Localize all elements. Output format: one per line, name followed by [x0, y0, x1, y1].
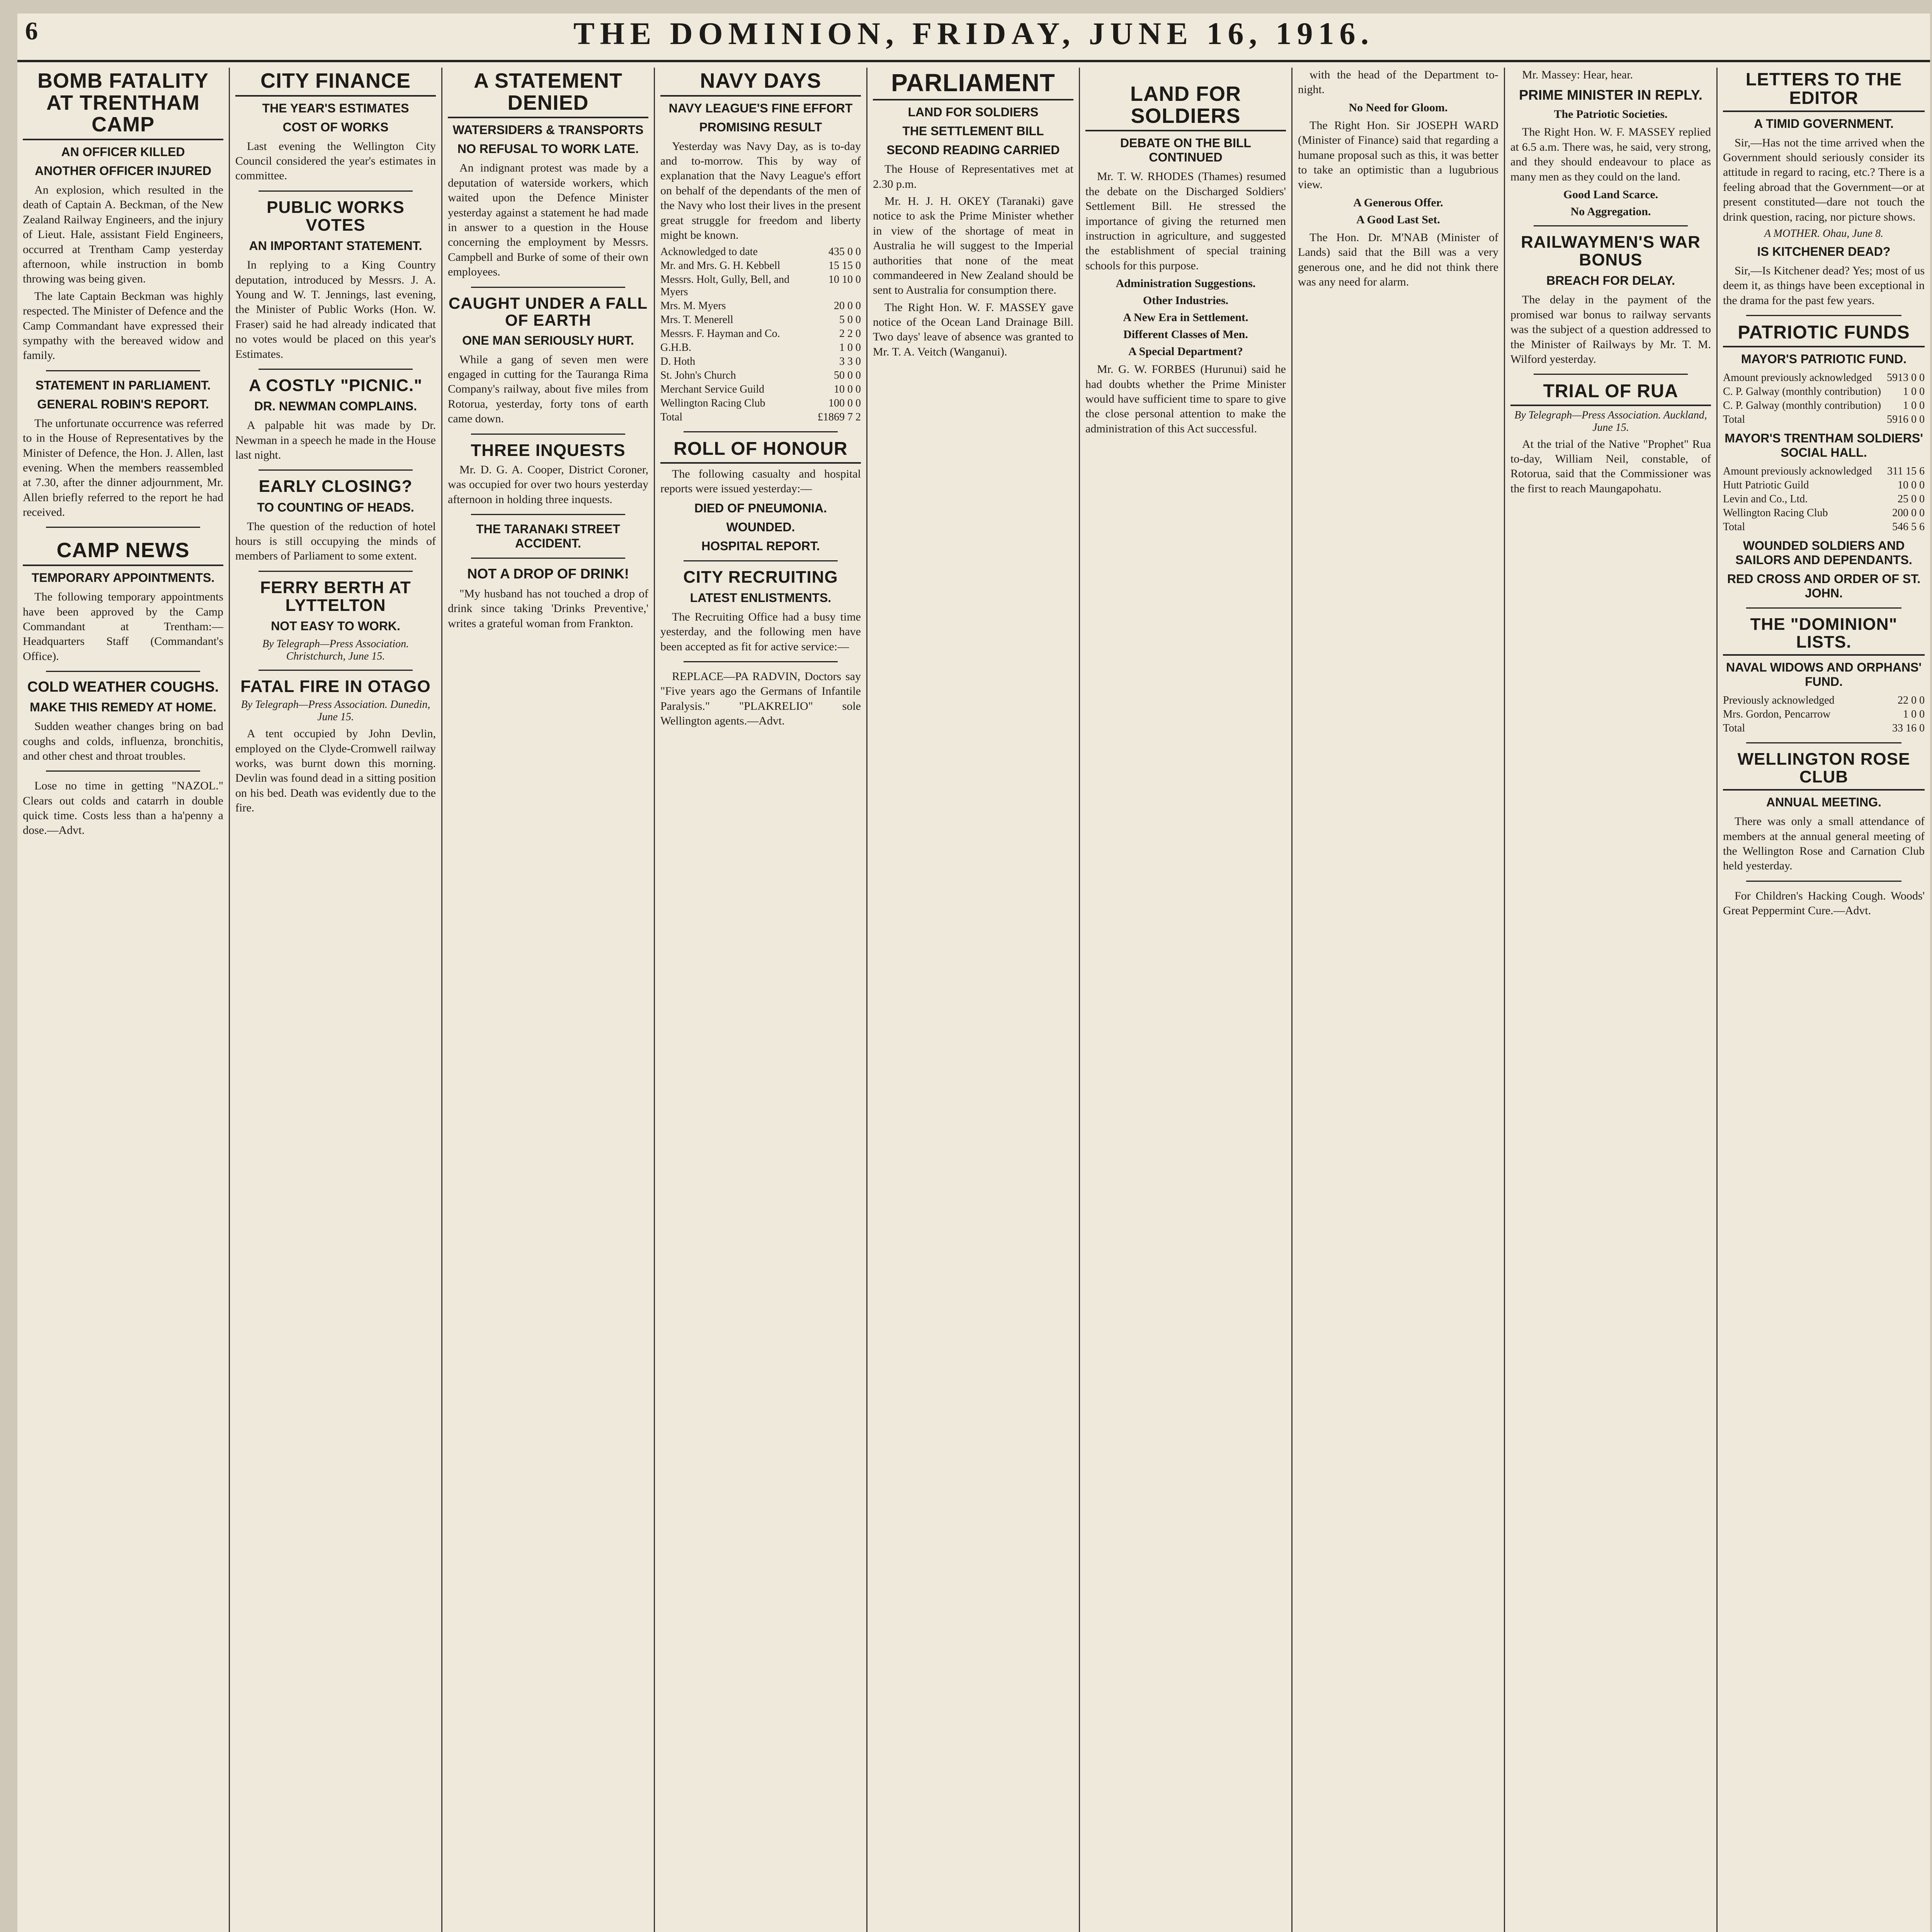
- subhead-generous-offer: A Generous Offer.: [1353, 196, 1443, 209]
- headline-early-closing: EARLY CLOSING?: [259, 477, 413, 496]
- divider: [1746, 607, 1901, 609]
- list-item-amount: 33 16 0: [1892, 722, 1925, 734]
- list-row: [660, 327, 861, 341]
- headline-parliament: PARLIAMENT: [873, 70, 1073, 100]
- subhead-pneumonia: DIED OF PNEUMONIA.: [694, 501, 827, 515]
- article-paragraph: The question of the reduction of hotel hours is still occupying the minds of members of Parliament to some extent.: [235, 520, 436, 563]
- list-item-amount: 5913 0 0: [1887, 371, 1925, 384]
- divider: [1534, 374, 1688, 375]
- list-item-amount: 20 0 0: [834, 300, 861, 312]
- list-item-amount: 10 0 0: [834, 383, 861, 396]
- divider: [1746, 742, 1901, 743]
- list-item-name: Total: [660, 411, 683, 423]
- headline-letters-editor: LETTERS TO THE EDITOR: [1723, 70, 1925, 112]
- list-row: [1723, 385, 1925, 399]
- letter-signature: A MOTHER. Ohau, June 8.: [1764, 227, 1884, 240]
- article-paragraph: with the head of the Department to-night.: [1298, 68, 1498, 96]
- article-paragraph: In replying to a King Country deputation, introduced by Messrs. J. A. Young and W. T. Jennings, last evening, the Minister of Public Works (Hon. W. Fraser) said he had already indicated that no votes would be placed on this year's Estimates.: [235, 259, 436, 361]
- list-item-name: Amount previously acknowledged: [1723, 465, 1872, 477]
- list-row: [1723, 694, 1925, 707]
- headline-public-works: PUBLIC WORKS VOTES: [267, 197, 405, 235]
- subhead-mayor-fund: MAYOR'S PATRIOTIC FUND.: [1741, 352, 1907, 366]
- column-4: [655, 68, 867, 1932]
- article-paragraph: Last evening the Wellington City Council considered the year's estimates in committee.: [235, 139, 436, 182]
- subhead-temporary-appointments: TEMPORARY APPOINTMENTS.: [31, 571, 215, 585]
- article-paragraph: The House of Representatives met at 2.30 p.m.: [873, 163, 1073, 190]
- list-item-amount: 5 0 0: [839, 314, 861, 326]
- list-item-name: Mr. and Mrs. G. H. Kebbell: [660, 260, 781, 272]
- dateline: By Telegraph—Press Association. Christchurch, June 15.: [262, 638, 409, 663]
- subhead-no-aggregation: No Aggregation.: [1570, 205, 1651, 218]
- list-row: [1723, 506, 1925, 520]
- list-row: [1723, 399, 1925, 413]
- page-number: 6: [25, 17, 38, 45]
- list-item-amount: 15 15 0: [828, 260, 861, 272]
- list-item-name: G.H.B.: [660, 342, 692, 354]
- subhead-trentham-hall: MAYOR'S TRENTHAM SOLDIERS' SOCIAL HALL.: [1725, 431, 1923, 459]
- list-item-amount: 1 0 0: [839, 342, 861, 354]
- headline-patriotic-funds: PATRIOTIC FUNDS: [1723, 323, 1925, 347]
- subhead-naval-widows: NAVAL WIDOWS AND ORPHANS' FUND.: [1726, 660, 1922, 689]
- headline-trial-of-rua: TRIAL OF RUA: [1510, 382, 1711, 406]
- letter-paragraph: Sir,—Is Kitchener dead? Yes; most of us deem it, as things have been exceptional in the drama for the past few years.: [1723, 264, 1925, 307]
- article-paragraph: An explosion, which resulted in the death of Captain A. Beckman, of the New Zealand Railway Engineers, and the injury of Lieut. Hale, assistant Field Engineers, occurred at Trentham Camp yesterday afternoon, while instruction in bomb throwing was being given.: [23, 184, 223, 286]
- headline-not-a-drop: NOT A DROP OF DRINK!: [467, 566, 629, 582]
- list-row: [1723, 721, 1925, 735]
- dateline: By Telegraph—Press Association. Auckland, June 15.: [1514, 409, 1707, 434]
- headline-rose-club: WELLINGTON ROSE CLUB: [1723, 750, 1925, 791]
- subhead-good-last-set: A Good Last Set.: [1356, 213, 1440, 226]
- list-item-amount: 435 0 0: [828, 246, 861, 258]
- list-row: [660, 313, 861, 327]
- subhead-timid-government: A TIMID GOVERNMENT.: [1754, 116, 1894, 131]
- list-row: [660, 299, 861, 313]
- headline-camp-news: CAMP NEWS: [23, 539, 223, 566]
- list-row: [660, 383, 861, 396]
- column-1: [17, 68, 230, 1932]
- list-row: [1723, 520, 1925, 534]
- list-item-name: Wellington Racing Club: [1723, 507, 1828, 519]
- list-row: [1723, 413, 1925, 427]
- list-row: [660, 245, 861, 259]
- list-item-amount: 10 0 0: [1898, 479, 1925, 491]
- headline-statement-denied: A STATEMENT DENIED: [448, 70, 648, 118]
- divider: [1746, 881, 1901, 882]
- subhead-delay: BREACH FOR DELAY.: [1546, 274, 1675, 288]
- list-item-amount: 100 0 0: [828, 397, 861, 410]
- list-row: [660, 355, 861, 369]
- article-paragraph: The delay in the payment of the promised war bonus to railway servants was the subject of a question addressed to the Minister of Railways by Mr. T. M. Wilford yesterday.: [1510, 293, 1711, 366]
- headline-railwaymen: RAILWAYMEN'S WAR BONUS: [1521, 232, 1701, 270]
- advertisement: Lose no time in getting "NAZOL." Clears out colds and catarrh in double quick time. Costs less than a ha'penny a dose.—Advt.: [23, 779, 223, 837]
- divider: [471, 287, 625, 288]
- list-item-name: Acknowledged to date: [660, 246, 758, 258]
- list-item-name: Mrs. T. Menerell: [660, 314, 733, 326]
- column-2: [230, 68, 442, 1932]
- list-item-name: Levin and Co., Ltd.: [1723, 493, 1808, 505]
- subhead-wounded: WOUNDED.: [726, 520, 795, 534]
- list-item-name: Messrs. Holt, Gully, Bell, and Myers: [660, 274, 790, 298]
- list-item-name: D. Hoth: [660, 355, 696, 368]
- subhead-annual-meeting: ANNUAL MEETING.: [1766, 795, 1882, 810]
- headline-dominion-lists: THE "DOMINION" LISTS.: [1723, 616, 1925, 656]
- subhead-general-robin: GENERAL ROBIN'S REPORT.: [37, 397, 209, 411]
- fund-list: [1723, 464, 1925, 534]
- list-row: [1723, 478, 1925, 492]
- masthead-title: THE DOMINION, FRIDAY, JUNE 16, 1916.: [573, 16, 1374, 51]
- article-paragraph: Sudden weather changes bring on bad coughs and colds, influenza, bronchitis, and other chest and throat troubles.: [23, 720, 223, 762]
- list-item-name: C. P. Galway (monthly contribution): [1723, 399, 1881, 412]
- article-paragraph: There was only a small attendance of members at the annual general meeting of the Wellington Rose and Carnation Club held yesterday.: [1723, 815, 1925, 872]
- list-item-amount: 50 0 0: [834, 369, 861, 382]
- article-paragraph: Mr. H. J. H. OKEY (Taranaki) gave notice to ask the Prime Minister whether in view of the shortage of meat in Australia he will suggest to the Imperial authorities that none of the meat commandeered in New Zealand should be sent to Australia for consumption there.: [873, 194, 1073, 297]
- column-6: [1080, 68, 1293, 1932]
- divider: [471, 558, 625, 559]
- headline-prime-minister: PRIME MINISTER IN REPLY.: [1519, 87, 1702, 103]
- subhead-settlement-bill: THE SETTLEMENT BILL: [902, 124, 1044, 138]
- list-item-amount: 1 0 0: [1903, 385, 1925, 398]
- list-row: [660, 273, 861, 299]
- list-item-amount: 1 0 0: [1903, 708, 1925, 720]
- subhead-different-classes: Different Classes of Men.: [1123, 328, 1248, 341]
- divider: [1534, 225, 1688, 226]
- list-item-name: Merchant Service Guild: [660, 383, 765, 396]
- article-paragraph: A tent occupied by John Devlin, employed on the Clyde-Cromwell railway works, was burnt down this morning. Devlin was found dead in a sitting position on his bed. Death was evidently due to the fire.: [235, 727, 436, 815]
- fund-list: [1723, 371, 1925, 427]
- subhead-kitchener: IS KITCHENER DEAD?: [1757, 244, 1891, 259]
- article-paragraph: The Recruiting Office had a busy time yesterday, and the following men have been accepted as fit for active service:—: [660, 610, 861, 653]
- subhead-land-scarce: Good Land Scarce.: [1563, 188, 1658, 201]
- list-row: [660, 369, 861, 383]
- list-item-name: Previously acknowledged: [1723, 694, 1835, 706]
- subhead-statement-parliament: STATEMENT IN PARLIAMENT.: [35, 378, 211, 392]
- headline-costly-picnic: A COSTLY "PICNIC.": [248, 376, 423, 395]
- divider: [259, 469, 413, 471]
- list-item-amount: 10 10 0: [828, 274, 861, 286]
- newspaper-page: [17, 14, 1930, 1932]
- article-paragraph: Mr. G. W. FORBES (Hurunui) said he had doubts whether the Prime Minister would have sufficient time to spare to give the close personal attention to make the administration of this Act successful.: [1085, 363, 1286, 435]
- fund-list: [1723, 694, 1925, 735]
- column-9: [1718, 68, 1930, 1932]
- headline-ferry-berth: FERRY BERTH AT LYTTELTON: [260, 578, 411, 615]
- headline-city-finance: CITY FINANCE: [235, 70, 436, 97]
- subhead-officer-killed: AN OFFICER KILLED: [61, 145, 185, 159]
- list-row: [660, 341, 861, 355]
- subhead-taranaki-accident: THE TARANAKI STREET ACCIDENT.: [476, 522, 620, 550]
- list-item-name: Amount previously acknowledged: [1723, 371, 1872, 384]
- advertisement: REPLACE—PA RADVIN, Doctors say "Five years ago the Germans of Infantile Paralysis." "PLAKRELIO" sole Wellington agents.—Advt.: [660, 670, 861, 728]
- divider: [46, 671, 200, 672]
- article-paragraph: While a gang of seven men were engaged in cutting for the Tauranga Rima Company's railway, about five miles from Rotorua, yesterday, forty tons of earth came down.: [448, 353, 648, 425]
- masthead: [17, 14, 1930, 62]
- advertisement: "My husband has not touched a drop of drink since taking 'Drinks Preventive,' writes a grateful woman from Frankton.: [448, 587, 648, 630]
- column-7: [1293, 68, 1505, 1932]
- list-item-amount: 1 0 0: [1903, 399, 1925, 412]
- subhead-no-gloom: No Need for Gloom.: [1349, 101, 1448, 114]
- list-item-name: Total: [1723, 413, 1745, 425]
- subhead-special-department: A Special Department?: [1128, 345, 1243, 358]
- subhead-remedy: MAKE THIS REMEDY AT HOME.: [30, 700, 216, 714]
- divider: [471, 514, 625, 515]
- list-row: [1723, 371, 1925, 385]
- subhead-land-soldiers: LAND FOR SOLDIERS: [908, 105, 1039, 119]
- list-row: [660, 259, 861, 273]
- headline-three-inquests: THREE INQUESTS: [471, 440, 626, 460]
- subhead-administration: Administration Suggestions.: [1116, 277, 1256, 290]
- headline-red-cross: RED CROSS AND ORDER OF ST. JOHN.: [1727, 571, 1921, 600]
- headline-cold-weather: COLD WEATHER COUGHS.: [27, 679, 219, 696]
- article-paragraph: The Right Hon. Sir JOSEPH WARD (Minister of Finance) said that regarding a humane proposal such as this, it was better to take an optimistic than a lugubrious view.: [1298, 119, 1498, 191]
- subhead-new-era: A New Era in Settlement.: [1123, 311, 1248, 324]
- subhead-promising: PROMISING RESULT: [699, 120, 822, 134]
- subhead-officer-injured: ANOTHER OFFICER INJURED: [35, 164, 211, 178]
- subhead-other-industries: Other Industries.: [1143, 294, 1229, 307]
- headline-fall-of-earth: CAUGHT UNDER A FALL OF EARTH: [448, 294, 648, 329]
- divider: [684, 431, 838, 432]
- list-item-name: Total: [1723, 520, 1745, 533]
- divider: [259, 369, 413, 370]
- subhead-man-hurt: ONE MAN SERIOUSLY HURT.: [462, 333, 634, 347]
- divider: [46, 370, 200, 371]
- list-item-amount: 25 0 0: [1898, 493, 1925, 505]
- subhead-cost-of-works: COST OF WORKS: [282, 120, 389, 134]
- divider: [1746, 315, 1901, 316]
- list-row: [1723, 492, 1925, 506]
- letter-paragraph: Sir,—Has not the time arrived when the Government should seriously consider its attitude in regard to racing, etc.? There is a feeling abroad that the Government—or at present constituted—dare not touch the drink question, racing, nor picture shows.: [1723, 136, 1925, 223]
- article-paragraph: An indignant protest was made by a deputation of waterside workers, which waited upon the Defence Minister yesterday against a statement he had made in answer to a question in the House concerning the employment by Messrs. Campbell and Burke of some of their own employees.: [448, 162, 648, 279]
- list-item-amount: 5916 0 0: [1887, 413, 1925, 425]
- list-item-amount: 200 0 0: [1892, 507, 1925, 519]
- article-paragraph: The Hon. Dr. M'NAB (Minister of Lands) said that the Bill was a very generous one, and he did not think there was any need for alarm.: [1298, 231, 1498, 288]
- divider: [46, 527, 200, 528]
- divider: [684, 661, 838, 662]
- list-item-amount: £1869 7 2: [818, 411, 861, 423]
- article-paragraph: The following temporary appointments have been approved by the Camp Commandant at Trentham:— Headquarters Staff (Commandant's Office).: [23, 590, 223, 663]
- subhead-no-refusal: NO REFUSAL TO WORK LATE.: [457, 142, 639, 156]
- headline-fatal-fire: FATAL FIRE IN OTAGO: [240, 677, 431, 696]
- subhead-estimates: THE YEAR'S ESTIMATES: [262, 101, 409, 115]
- headline-city-recruiting: CITY RECRUITING: [683, 567, 838, 587]
- subhead-second-reading: SECOND READING CARRIED: [886, 143, 1060, 157]
- dateline: By Telegraph—Press Association. Dunedin, June 15.: [241, 699, 430, 723]
- subhead-navy-league: NAVY LEAGUE'S FINE EFFORT: [668, 101, 853, 115]
- subhead-hospital: HOSPITAL REPORT.: [701, 539, 820, 553]
- divider: [46, 770, 200, 772]
- list-item-name: St. John's Church: [660, 369, 736, 382]
- list-item-name: Hutt Patriotic Guild: [1723, 479, 1809, 491]
- subhead-wounded-soldiers: WOUNDED SOLDIERS AND SAILORS AND DEPENDANTS.: [1735, 538, 1912, 567]
- columns: [17, 68, 1930, 1932]
- subhead-newman: DR. NEWMAN COMPLAINS.: [254, 399, 417, 413]
- advertisement: For Children's Hacking Cough. Woods' Great Peppermint Cure.—Advt.: [1723, 889, 1925, 917]
- subhead-counting-heads: TO COUNTING OF HEADS.: [257, 500, 414, 514]
- donation-list: [660, 245, 861, 424]
- article-paragraph: The Right Hon. W. F. MASSEY gave notice of the Ocean Land Drainage Bill. Two days' leave of absence was granted to Mr. T. A. Veitch (Wanganui).: [873, 301, 1073, 358]
- list-item-name: Mrs. Gordon, Pencarrow: [1723, 708, 1831, 720]
- list-item-name: Messrs. F. Hayman and Co.: [660, 328, 780, 340]
- headline-roll-of-honour: ROLL OF HONOUR: [660, 439, 861, 463]
- subhead-debate: DEBATE ON THE BILL CONTINUED: [1120, 136, 1251, 165]
- column-8: [1505, 68, 1718, 1932]
- subhead-patriotic-societies: The Patriotic Societies.: [1554, 108, 1668, 121]
- list-item-amount: 2 2 0: [839, 328, 861, 340]
- divider: [684, 560, 838, 561]
- subhead-watersiders: WATERSIDERS & TRANSPORTS: [452, 123, 644, 137]
- divider: [471, 434, 625, 435]
- article-paragraph: Mr. D. G. A. Cooper, District Coroner, was occupied for over two hours yesterday afternoon in holding three inquests.: [448, 463, 648, 506]
- headline-land-for-soldiers: LAND FOR SOLDIERS: [1085, 83, 1286, 131]
- list-row: [660, 396, 861, 410]
- divider: [259, 670, 413, 671]
- divider: [259, 190, 413, 192]
- article-paragraph: The following casualty and hospital reports were issued yesterday:—: [660, 467, 861, 495]
- headline-navy-days: NAVY DAYS: [660, 70, 861, 97]
- list-row: [1723, 464, 1925, 478]
- subhead-important-statement: AN IMPORTANT STATEMENT.: [249, 239, 422, 253]
- list-row: [660, 410, 861, 424]
- list-item-amount: 311 15 6: [1887, 465, 1925, 477]
- article-paragraph: The unfortunate occurrence was referred to in the House of Representatives by the Minister of Defence, the Hon. J. Allen, last evening. When the members reassembled at 7.30, after the dinner adjournment, Mr. Allen briefly referred to the report he had received.: [23, 417, 223, 519]
- list-item-name: Total: [1723, 722, 1745, 734]
- subhead-not-easy: NOT EASY TO WORK.: [271, 619, 400, 633]
- article-paragraph: Mr. Massey: Hear, hear.: [1522, 68, 1633, 81]
- article-paragraph: Yesterday was Navy Day, as is to-day and to-morrow. This by way of explanation that the Navy League's effort on behalf of the dependants of the men of the Navy who lost their lives in the present great struggle for freedom and liberty might be known.: [660, 139, 861, 242]
- article-paragraph: Mr. T. W. RHODES (Thames) resumed the debate on the Discharged Soldiers' Settlement Bill. He stressed the importance of giving the returned men instruction in agriculture, and suggested the establishment of special training schools for this purpose.: [1085, 170, 1286, 272]
- list-row: [1723, 707, 1925, 721]
- divider: [259, 571, 413, 572]
- article-paragraph: The Right Hon. W. F. MASSEY replied at 6.5 a.m. There was, he said, very strong, and they should endeavour to place as many men as they could on the land.: [1510, 126, 1711, 183]
- list-item-name: C. P. Galway (monthly contribution): [1723, 385, 1881, 398]
- column-5: [867, 68, 1080, 1932]
- article-paragraph: The late Captain Beckman was highly respected. The Minister of Defence and the Camp Commandant have expressed their sympathy with the bereaved widow and family.: [23, 289, 223, 362]
- subhead-enlistments: LATEST ENLISTMENTS.: [690, 590, 832, 605]
- column-3: [442, 68, 655, 1932]
- list-item-amount: 3 3 0: [839, 355, 861, 368]
- article-paragraph: At the trial of the Native "Prophet" Rua to-day, William Neil, constable, of Rotorua, said that the Commissioner was the first to reach Maungapohatu.: [1510, 437, 1711, 495]
- list-item-amount: 22 0 0: [1898, 694, 1925, 706]
- list-item-amount: 546 5 6: [1892, 520, 1925, 533]
- list-item-name: Mrs. M. Myers: [660, 300, 726, 312]
- list-item-name: Wellington Racing Club: [660, 397, 765, 410]
- headline-bomb-fatality: BOMB FATALITY AT TRENTHAM CAMP: [23, 70, 223, 140]
- article-paragraph: A palpable hit was made by Dr. Newman in a speech he made in the House last night.: [235, 419, 436, 461]
